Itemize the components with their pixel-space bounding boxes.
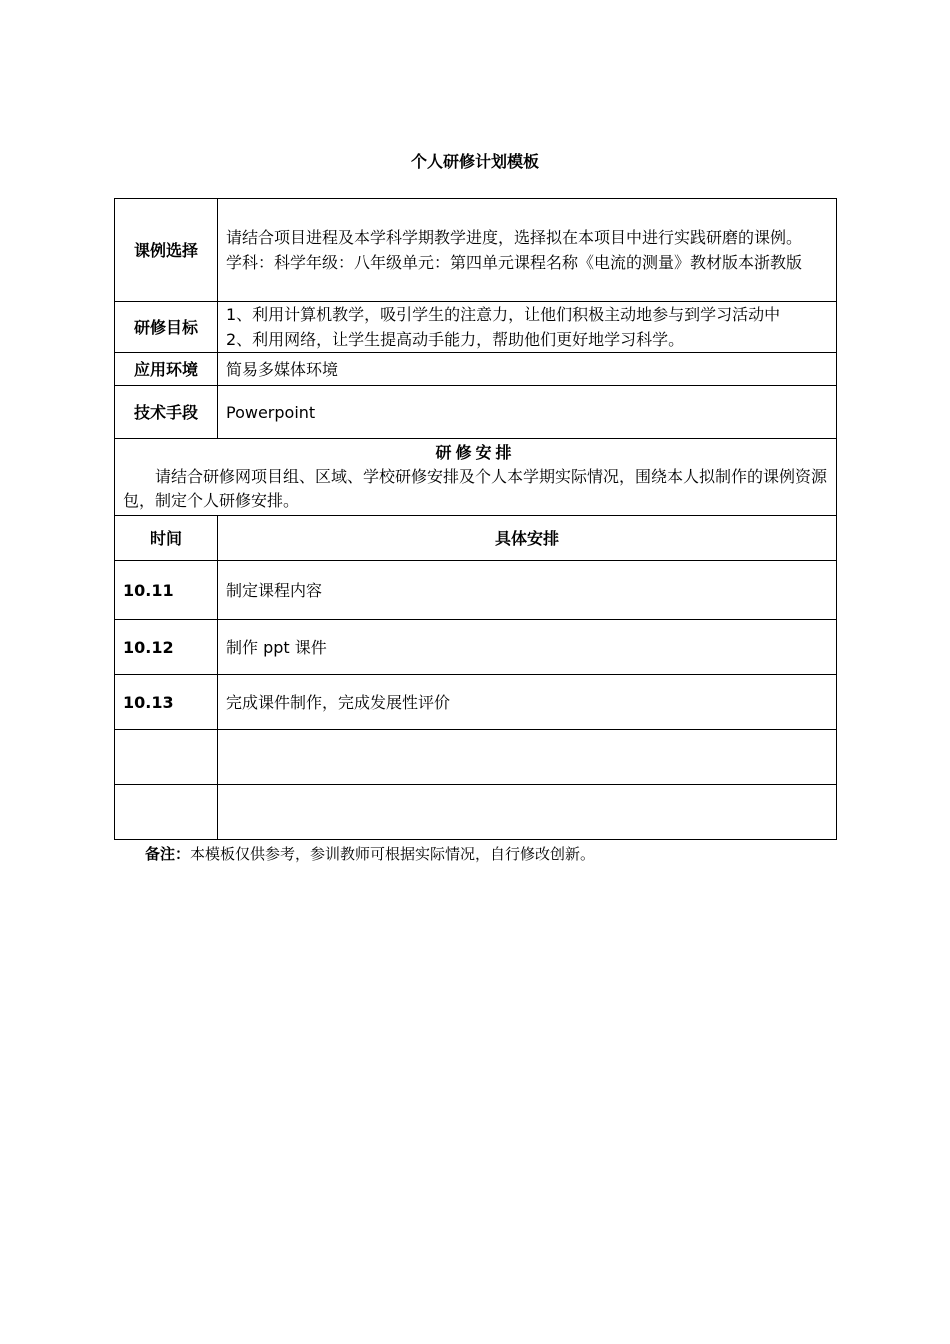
schedule-plan xyxy=(218,785,837,840)
schedule-time xyxy=(115,785,218,840)
row-goal xyxy=(115,302,837,353)
schedule-row xyxy=(115,620,837,675)
label-env: 应用环境 xyxy=(115,353,218,386)
row-env xyxy=(115,353,837,386)
content-case xyxy=(218,199,837,302)
row-tech xyxy=(115,386,837,439)
case-instruction: 请结合项目进程及本学科学期教学进度，选择拟在本项目中进行实践研磨的课例。 xyxy=(226,228,803,247)
label-goal: 研修目标 xyxy=(115,302,218,353)
label-case: 课例选择 xyxy=(115,199,218,302)
schedule-plan: 制定课程内容 xyxy=(218,561,837,620)
schedule-time: 10.11 xyxy=(115,561,218,620)
schedule-plan xyxy=(218,730,837,785)
schedule-row xyxy=(115,785,837,840)
section-desc: 请结合研修网项目组、区域、学校研修安排及个人本学期实际情况，围绕本人拟制作的课例资源包，制定个人研修安排。 xyxy=(123,467,828,510)
col-header-time: 时间 xyxy=(115,516,218,561)
page-title: 个人研修计划模板 xyxy=(410,152,539,171)
section-cell xyxy=(115,439,837,516)
goal-item-2: 2、利用网络，让学生提高动手能力，帮助他们更好地学习科学。 xyxy=(226,330,685,349)
schedule-plan: 完成课件制作，完成发展性评价 xyxy=(218,675,837,730)
schedule-row xyxy=(115,730,837,785)
schedule-time xyxy=(115,730,218,785)
row-case xyxy=(115,199,837,302)
row-section xyxy=(115,439,837,516)
case-detail: 学科：科学年级：八年级单元：第四单元课程名称《电流的测量》教材版本浙教版 xyxy=(226,253,803,272)
schedule-time: 10.12 xyxy=(115,620,218,675)
schedule-plan: 制作 ppt 课件 xyxy=(218,620,837,675)
footnote xyxy=(145,842,595,866)
footnote-label: 备注： xyxy=(145,845,191,863)
schedule-row xyxy=(115,561,837,620)
content-tech: Powerpoint xyxy=(218,386,837,439)
schedule-row xyxy=(115,675,837,730)
plan-table xyxy=(114,198,837,840)
content-env: 简易多媒体环境 xyxy=(218,353,837,386)
col-header-plan: 具体安排 xyxy=(218,516,837,561)
schedule-header-row xyxy=(115,516,837,561)
schedule-time: 10.13 xyxy=(115,675,218,730)
section-title: 研修安排 xyxy=(435,443,516,462)
goal-item-1: 1、利用计算机教学，吸引学生的注意力，让他们积极主动地参与到学习活动中 xyxy=(226,305,781,324)
content-goal xyxy=(218,302,837,353)
label-tech: 技术手段 xyxy=(115,386,218,439)
footnote-text: 本模板仅供参考，参训教师可根据实际情况，自行修改创新。 xyxy=(190,845,596,863)
